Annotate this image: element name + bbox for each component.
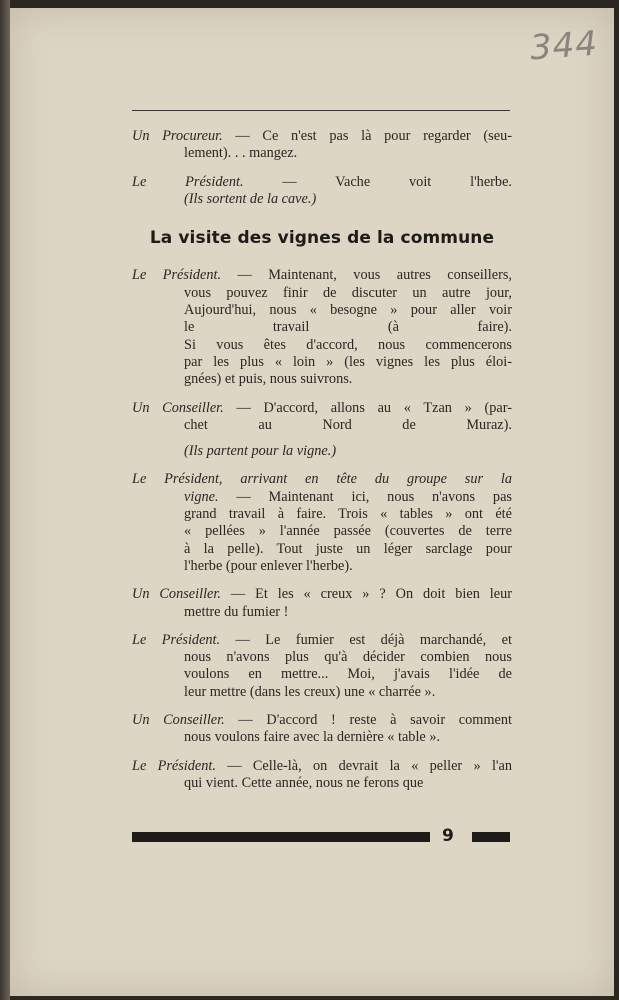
page-body: [132, 128, 512, 803]
text-line: [132, 285, 512, 302]
text-line: [132, 758, 512, 775]
text-line: [132, 558, 512, 575]
dialogue-entry: [132, 471, 512, 575]
text-line: [132, 191, 512, 208]
text-line: [132, 174, 512, 191]
line-text: voulons en mettre... Moi, j'avais l'idée de: [184, 666, 512, 683]
dialogue-entry: [132, 128, 512, 163]
text-line: [132, 632, 512, 649]
text-line: [132, 506, 512, 523]
line-text: « pellées » l'année passée (couvertes de terre: [184, 523, 512, 540]
section-heading: La visite des vignes de la commune: [149, 228, 495, 249]
line-text: — Maintenant ici, nous n'avons pas: [218, 488, 512, 505]
speaker-name: Le Président.: [132, 267, 222, 284]
line-text: nous n'avons plus qu'à décider combien nous: [184, 649, 512, 666]
line-text: — Ce n'est pas là pour regarder (seu-: [222, 128, 512, 144]
text-line: [132, 712, 512, 729]
text-line: [132, 523, 512, 540]
text-line: [132, 354, 512, 371]
text-line: [132, 337, 512, 354]
text-line: [132, 604, 512, 621]
page-number: 9: [442, 826, 454, 846]
text-line: [132, 302, 512, 319]
line-text: — Vache voit l'herbe.: [243, 173, 512, 190]
line-text: leur mettre (dans les creux) une « charrée ».: [184, 683, 436, 700]
text-line: [132, 417, 512, 434]
page-footer: [132, 828, 510, 848]
speaker-name: Un Conseiller.: [132, 712, 225, 729]
text-line: [132, 775, 512, 792]
top-dialogue: [132, 128, 512, 208]
line-text: — D'accord, allons au « Tzan » (par-: [223, 399, 512, 416]
speaker-name: Un Procureur.: [132, 128, 223, 144]
speaker-name: Un Conseiller.: [132, 399, 224, 416]
dialogue-entry: [132, 758, 512, 793]
text-line: [132, 666, 512, 683]
text-line: [132, 586, 512, 603]
dialogue-entry: [132, 174, 512, 209]
line-text: vous pouvez finir de discuter un autre jour,: [184, 284, 512, 301]
dialogue-entry: [132, 632, 512, 701]
text-line: [132, 729, 512, 746]
speaker-name: Un Conseiller.: [132, 586, 221, 603]
line-text: — Le fumier est déjà marchandé, et: [220, 631, 512, 648]
footer-bar-left: [132, 832, 430, 842]
inline-stage-direction: vigne.: [184, 488, 219, 505]
text-line: [132, 489, 512, 506]
handwritten-page-annotation: 344: [528, 23, 600, 69]
text-line: [132, 319, 512, 336]
line-text: Aujourd'hui, nous « besogne » pour aller voir: [184, 302, 512, 319]
speaker-name: Le Président.: [132, 757, 216, 774]
speaker-name: Le Président.: [132, 173, 244, 190]
line-text: l'herbe (pour enlever l'herbe).: [184, 557, 353, 574]
text-line: [132, 145, 512, 162]
dialogue-entry: [132, 712, 512, 747]
line-text: — D'accord ! reste à savoir comment: [224, 712, 512, 729]
line-text: par les plus « loin » (les vignes les plus éloi-: [184, 353, 512, 370]
footer-bar-right: [472, 832, 510, 842]
speaker-name: Le Président.: [132, 631, 221, 648]
line-text: gnées) et puis, nous suivrons.: [184, 371, 353, 388]
speaker-name: Le Président, arrivant en tête du groupe sur la: [132, 471, 512, 488]
line-text: chet au Nord de Muraz).: [184, 416, 512, 433]
stage-direction: (Ils sortent de la cave.): [184, 190, 317, 207]
top-divider-rule: [132, 110, 510, 111]
text-line: [132, 649, 512, 666]
text-line: [132, 443, 512, 460]
text-line: [132, 684, 512, 701]
line-text: à la pelle). Tout juste un léger sarclage pour: [184, 540, 512, 557]
line-text: — Maintenant, vous autres conseillers,: [221, 267, 512, 284]
line-text: mettre du fumier !: [184, 603, 289, 620]
book-spine-edge: [0, 0, 10, 1000]
line-text: le travail (à faire).: [184, 319, 512, 336]
line-text: qui vient. Cette année, nous ne ferons que: [184, 774, 424, 791]
text-line: [132, 128, 512, 145]
text-line: [132, 400, 512, 417]
text-line: [132, 541, 512, 558]
dialogue-entry: [132, 267, 512, 388]
dialogue-entry: [132, 400, 512, 461]
line-text: Si vous êtes d'accord, nous commencerons: [184, 336, 512, 353]
text-line: [132, 371, 512, 388]
dialogue-entry: [132, 586, 512, 621]
main-dialogue: [132, 267, 512, 792]
line-text: — Et les « creux » ? On doit bien leur: [220, 586, 512, 603]
text-line: [132, 471, 512, 488]
stage-direction: (Ils partent pour la vigne.): [184, 443, 337, 460]
line-text: nous voulons faire avec la dernière « table ».: [184, 729, 441, 746]
line-text: grand travail à faire. Trois « tables » ont été: [184, 506, 512, 523]
line-text: lement). . . mangez.: [184, 145, 298, 162]
text-line: [132, 267, 512, 284]
line-text: — Celle-là, on devrait la « peller » l'an: [215, 757, 512, 774]
